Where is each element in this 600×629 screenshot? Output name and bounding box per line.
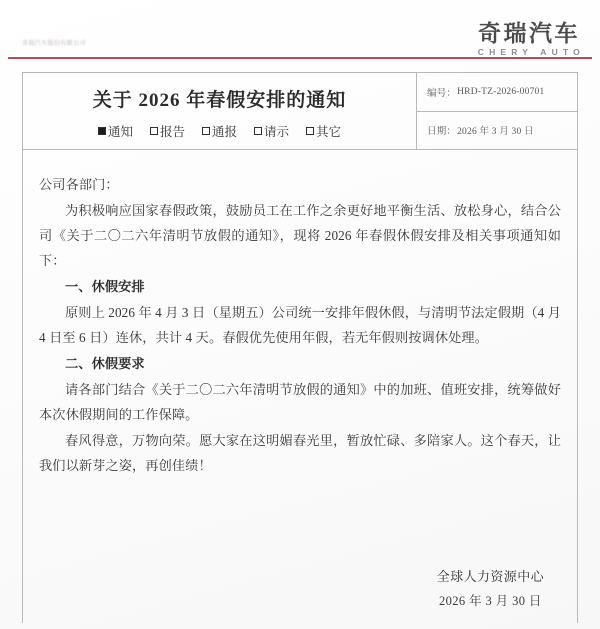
checkbox-checked-icon[interactable]: [98, 127, 106, 135]
company-subtext: 奇瑞汽车股份有限公司: [22, 41, 87, 47]
section-two-heading: 二、休假要求: [65, 356, 145, 371]
doc-type-label: 通知: [107, 124, 133, 139]
logo-english-text: CHERY AUTO: [477, 47, 585, 57]
section-one-paragraph: 原则上 2026 年 4 月 3 日（星期五）公司统一安排年假休假，与清明节法定假期（4 月 4 日至 6 日）连休，共计 4 天。春假优先使用年假，若无年假则按调休处理。: [39, 305, 561, 345]
section-two-paragraph: 请各部门结合《关于二〇二六年清明节放假的通知》中的加班、值班安排，统筹做好本次休假期间的工作保障。: [39, 382, 561, 422]
signature-organization: 全球人力资源中心: [436, 569, 544, 584]
section-one-heading: 一、休假安排: [65, 279, 145, 294]
doc-type-request[interactable]: [254, 122, 289, 140]
header-title-cell: [23, 73, 417, 149]
intro-paragraph: 为积极响应国家春假政策，鼓励员工在工作之余更好地平衡生活、放松身心，结合公司《关于二〇二六年清明节放假的通知》，现将 2026 年春假休假安排及相关事项通知如下：: [39, 203, 561, 268]
checkbox-empty-icon[interactable]: [202, 127, 210, 135]
letterhead-divider: [8, 57, 592, 59]
document-date-label: 日期：: [427, 127, 457, 138]
doc-type-notice[interactable]: [98, 122, 133, 140]
doc-type-bulletin[interactable]: [202, 122, 237, 140]
doc-type-label: 其它: [316, 124, 342, 139]
document-date-cell: [417, 112, 577, 150]
doc-type-label: 请示: [264, 124, 290, 139]
doc-type-label: 通报: [211, 124, 237, 139]
document-date-value: 2026 年 3 月 30 日: [457, 127, 534, 138]
document-body: [22, 150, 578, 479]
checkbox-empty-icon[interactable]: [254, 127, 262, 135]
logo-chinese-text: 奇瑞汽车: [478, 20, 580, 46]
doc-type-other[interactable]: [306, 122, 341, 140]
doc-type-label: 报告: [159, 124, 185, 139]
document-number-cell: [417, 73, 577, 112]
letterhead: [0, 0, 600, 62]
document-header-table: [22, 72, 578, 150]
document-type-checkbox-row: [98, 122, 341, 140]
document-number-value: HRD-TZ-2026-00701: [457, 86, 545, 97]
document-number-label: 编号：: [427, 88, 457, 99]
checkbox-empty-icon[interactable]: [306, 127, 314, 135]
chery-logo: [477, 20, 585, 57]
doc-type-report[interactable]: [150, 122, 185, 140]
signature-block: [437, 565, 544, 613]
page-title: 关于 2026 年春假安排的通知: [92, 89, 347, 111]
closing-paragraph: 春风得意，万物向荣。愿大家在这明媚春光里，暂放忙碌、多陪家人。这个春天，让我们以新芽之姿，再创佳绩！: [39, 433, 561, 473]
checkbox-empty-icon[interactable]: [150, 127, 158, 135]
signature-date: 2026 年 3 月 30 日: [438, 594, 542, 608]
salutation: 公司各部门：: [39, 177, 119, 192]
header-meta-cells: [417, 73, 577, 149]
